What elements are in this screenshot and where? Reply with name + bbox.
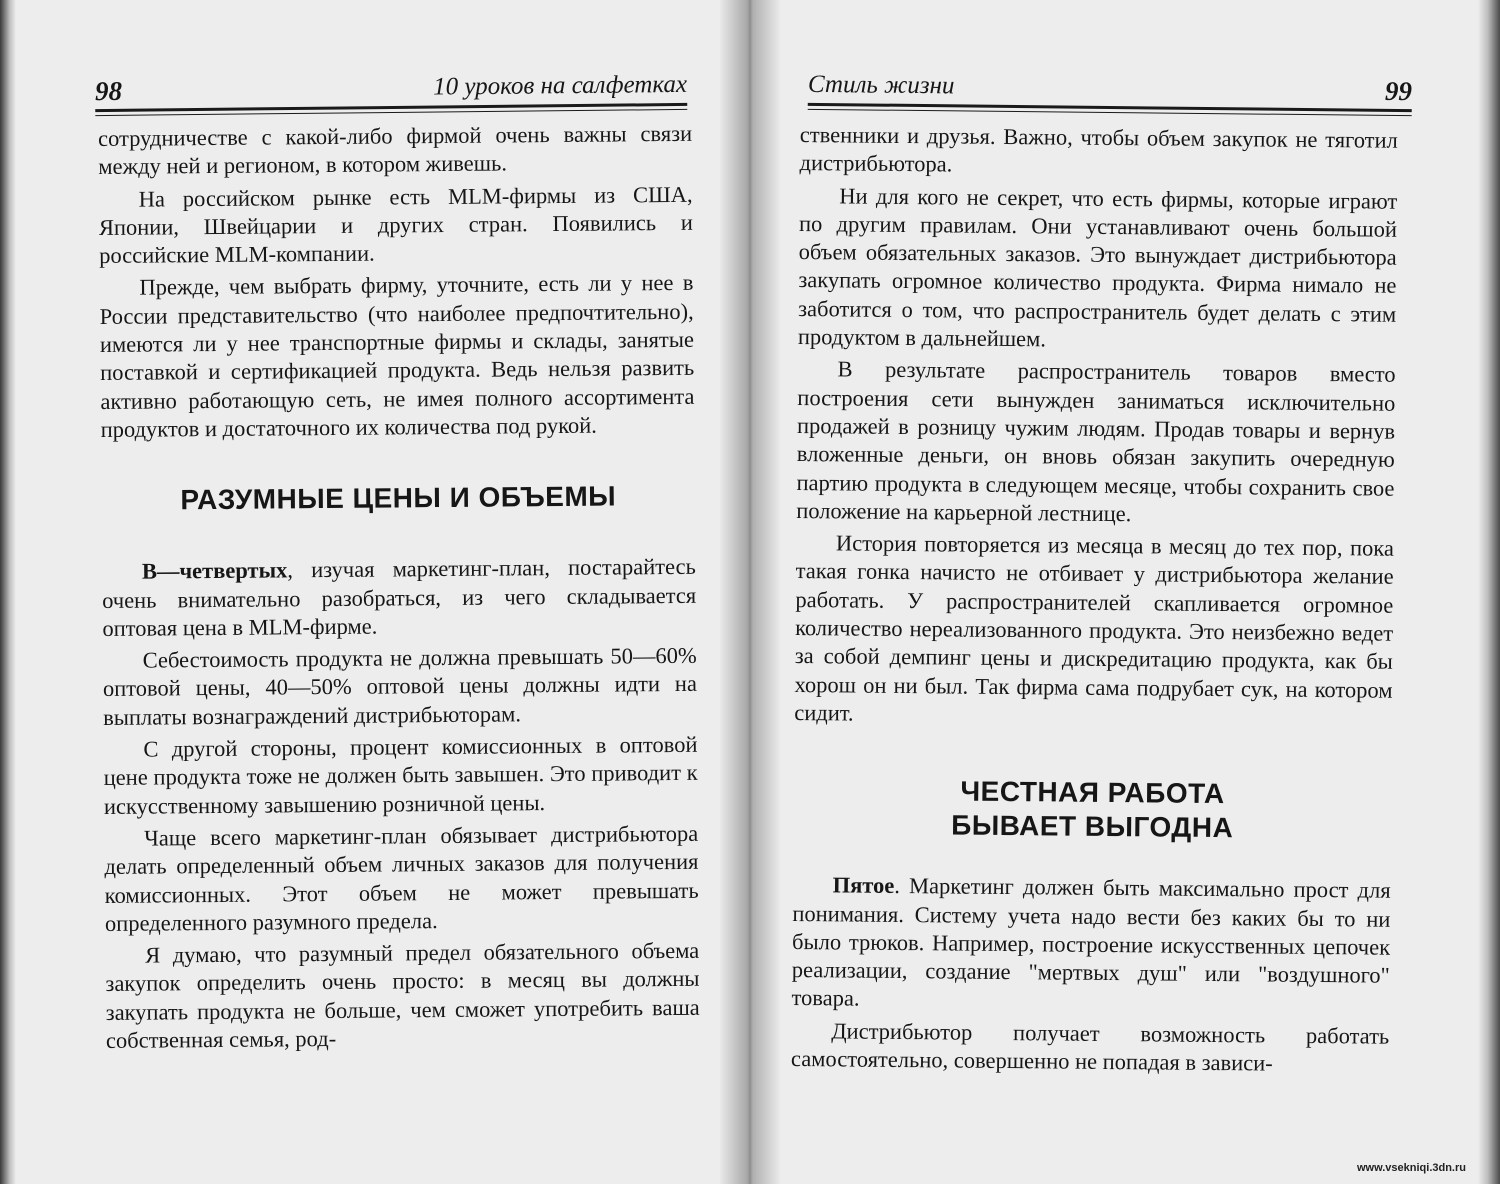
paragraph: С другой стороны, процент комиссионных в оптовой цене продукта тоже не должен быть завышен. Это приводит к искусственному завышению розничной цены.	[103, 731, 698, 819]
heading-line: БЫВАЕТ ВЫГОДНА	[951, 809, 1234, 844]
paragraph: Прежде, чем выбрать фирму, уточните, есть ли у нее в России представительство (что наиболее предпочтительно), имеются ли у нее транспортные фирмы и склады, занятые поставкой и сертификацией продукта. Ведь нельзя развить активно работающую сеть, не имея полного ассортимента продуктов и достаточного их количества под рукой.	[99, 270, 695, 442]
page-edge-left	[0, 0, 16, 1184]
section-heading	[793, 773, 1392, 847]
paragraph: ственники и друзья. Важно, чтобы объем закупок не тяготил дистрибьютора.	[799, 121, 1398, 177]
book-gutter	[720, 0, 780, 1184]
left-running-title: 10 уроков на салфетках	[432, 70, 688, 101]
right-page	[780, 0, 1440, 1184]
paragraph: В результате распространитель товаров вместо построения сети вынужден заниматься исключительно продажей в розницу чужим людям. Продав товары и вернув вложенные деньги, он вновь обязан закупить очередную партию продукта в следующем месяце, чтобы сохранить свое положение на карьерной лестнице.	[796, 356, 1396, 527]
paragraph: Я думаю, что разумный предел обязательного объема закупок определить очень просто: в месяц вы должны закупать продукта не больше, чем сможет употребить ваша собственная семья, род-	[105, 937, 700, 1053]
left-running-head	[95, 55, 688, 112]
lead-paragraph	[102, 553, 697, 643]
left-body-text	[98, 120, 700, 1059]
right-body-text	[791, 121, 1398, 1083]
left-page-number: 98	[94, 75, 123, 107]
right-page-number: 99	[1384, 75, 1413, 107]
lead-text: , изучая маркетинг-план, постарайтесь очень внимательно разобраться, из чего складывается оптовая цена в MLM-фирме.	[102, 554, 697, 641]
paragraph: Чаще всего маркетинг-план обязывает дистрибьютора делать определенный объем личных заказов для получения комиссионных. Этот объем не может превышать определенного разумного предела.	[104, 820, 699, 936]
paragraph: Себестоимость продукта не должна превышать 50—60% оптовой цены, 40—50% оптовой цены должны идти на выплаты вознаграждений дистрибьюторам.	[102, 642, 698, 730]
lead-bold-word: Пятое	[832, 872, 895, 899]
lead-bold-word: В—четвертых	[141, 557, 288, 584]
heading-line: ЧЕСТНАЯ РАБОТА	[960, 775, 1225, 810]
watermark-text: www.vsekniqi.3dn.ru	[1356, 1162, 1466, 1174]
lead-paragraph	[791, 871, 1390, 1018]
paragraph: сотрудничестве с какой-либо фирмой очень важны связи между ней и регионом, в котором живешь.	[98, 120, 693, 180]
page-edge-right	[1478, 0, 1500, 1184]
paragraph: История повторяется из месяца в месяц до тех пор, пока такая гонка начисто не отбивает у дистрибьютора желание работать. У распространителей скапливается огромное количество нереализованного продукта. Это неизбежно ведет за собой демпинг цены и дискредитацию продукта, как бы хорош он ни был. Так фирма сама подрубает сук, на котором сидит.	[794, 530, 1395, 726]
right-running-head	[808, 55, 1413, 112]
paragraph: На российском рынке есть MLM-фирмы из США, Японии, Швейцарии и других стран. Появились и российские MLM-компании.	[98, 181, 693, 269]
paragraph: Ни для кого не секрет, что есть фирмы, которые играют по другим правилам. Они устанавливают очень большой объем обязательных заказов. Это вынуждает дистрибьютора закупать огромное количество продукта. Фирма нимало не заботится о том, что распространитель будет делать с этим продуктом в дальнейшем.	[797, 182, 1398, 352]
right-running-title: Стиль жизни	[807, 70, 955, 100]
paragraph: Дистрибьютор получает возможность работать самостоятельно, совершенно не попадая в зависи-	[790, 1018, 1390, 1076]
left-page	[60, 0, 720, 1184]
lead-text: . Маркетинг должен быть максимально прост для понимания. Систему учета надо вести без каких бы то ни было трюков. Например, построение искусственных цепочек реализации, создание "мертвых душ" или "воздушного" товара.	[791, 873, 1391, 1012]
section-heading: РАЗУМНЫЕ ЦЕНЫ И ОБЪЕМЫ	[180, 480, 617, 516]
